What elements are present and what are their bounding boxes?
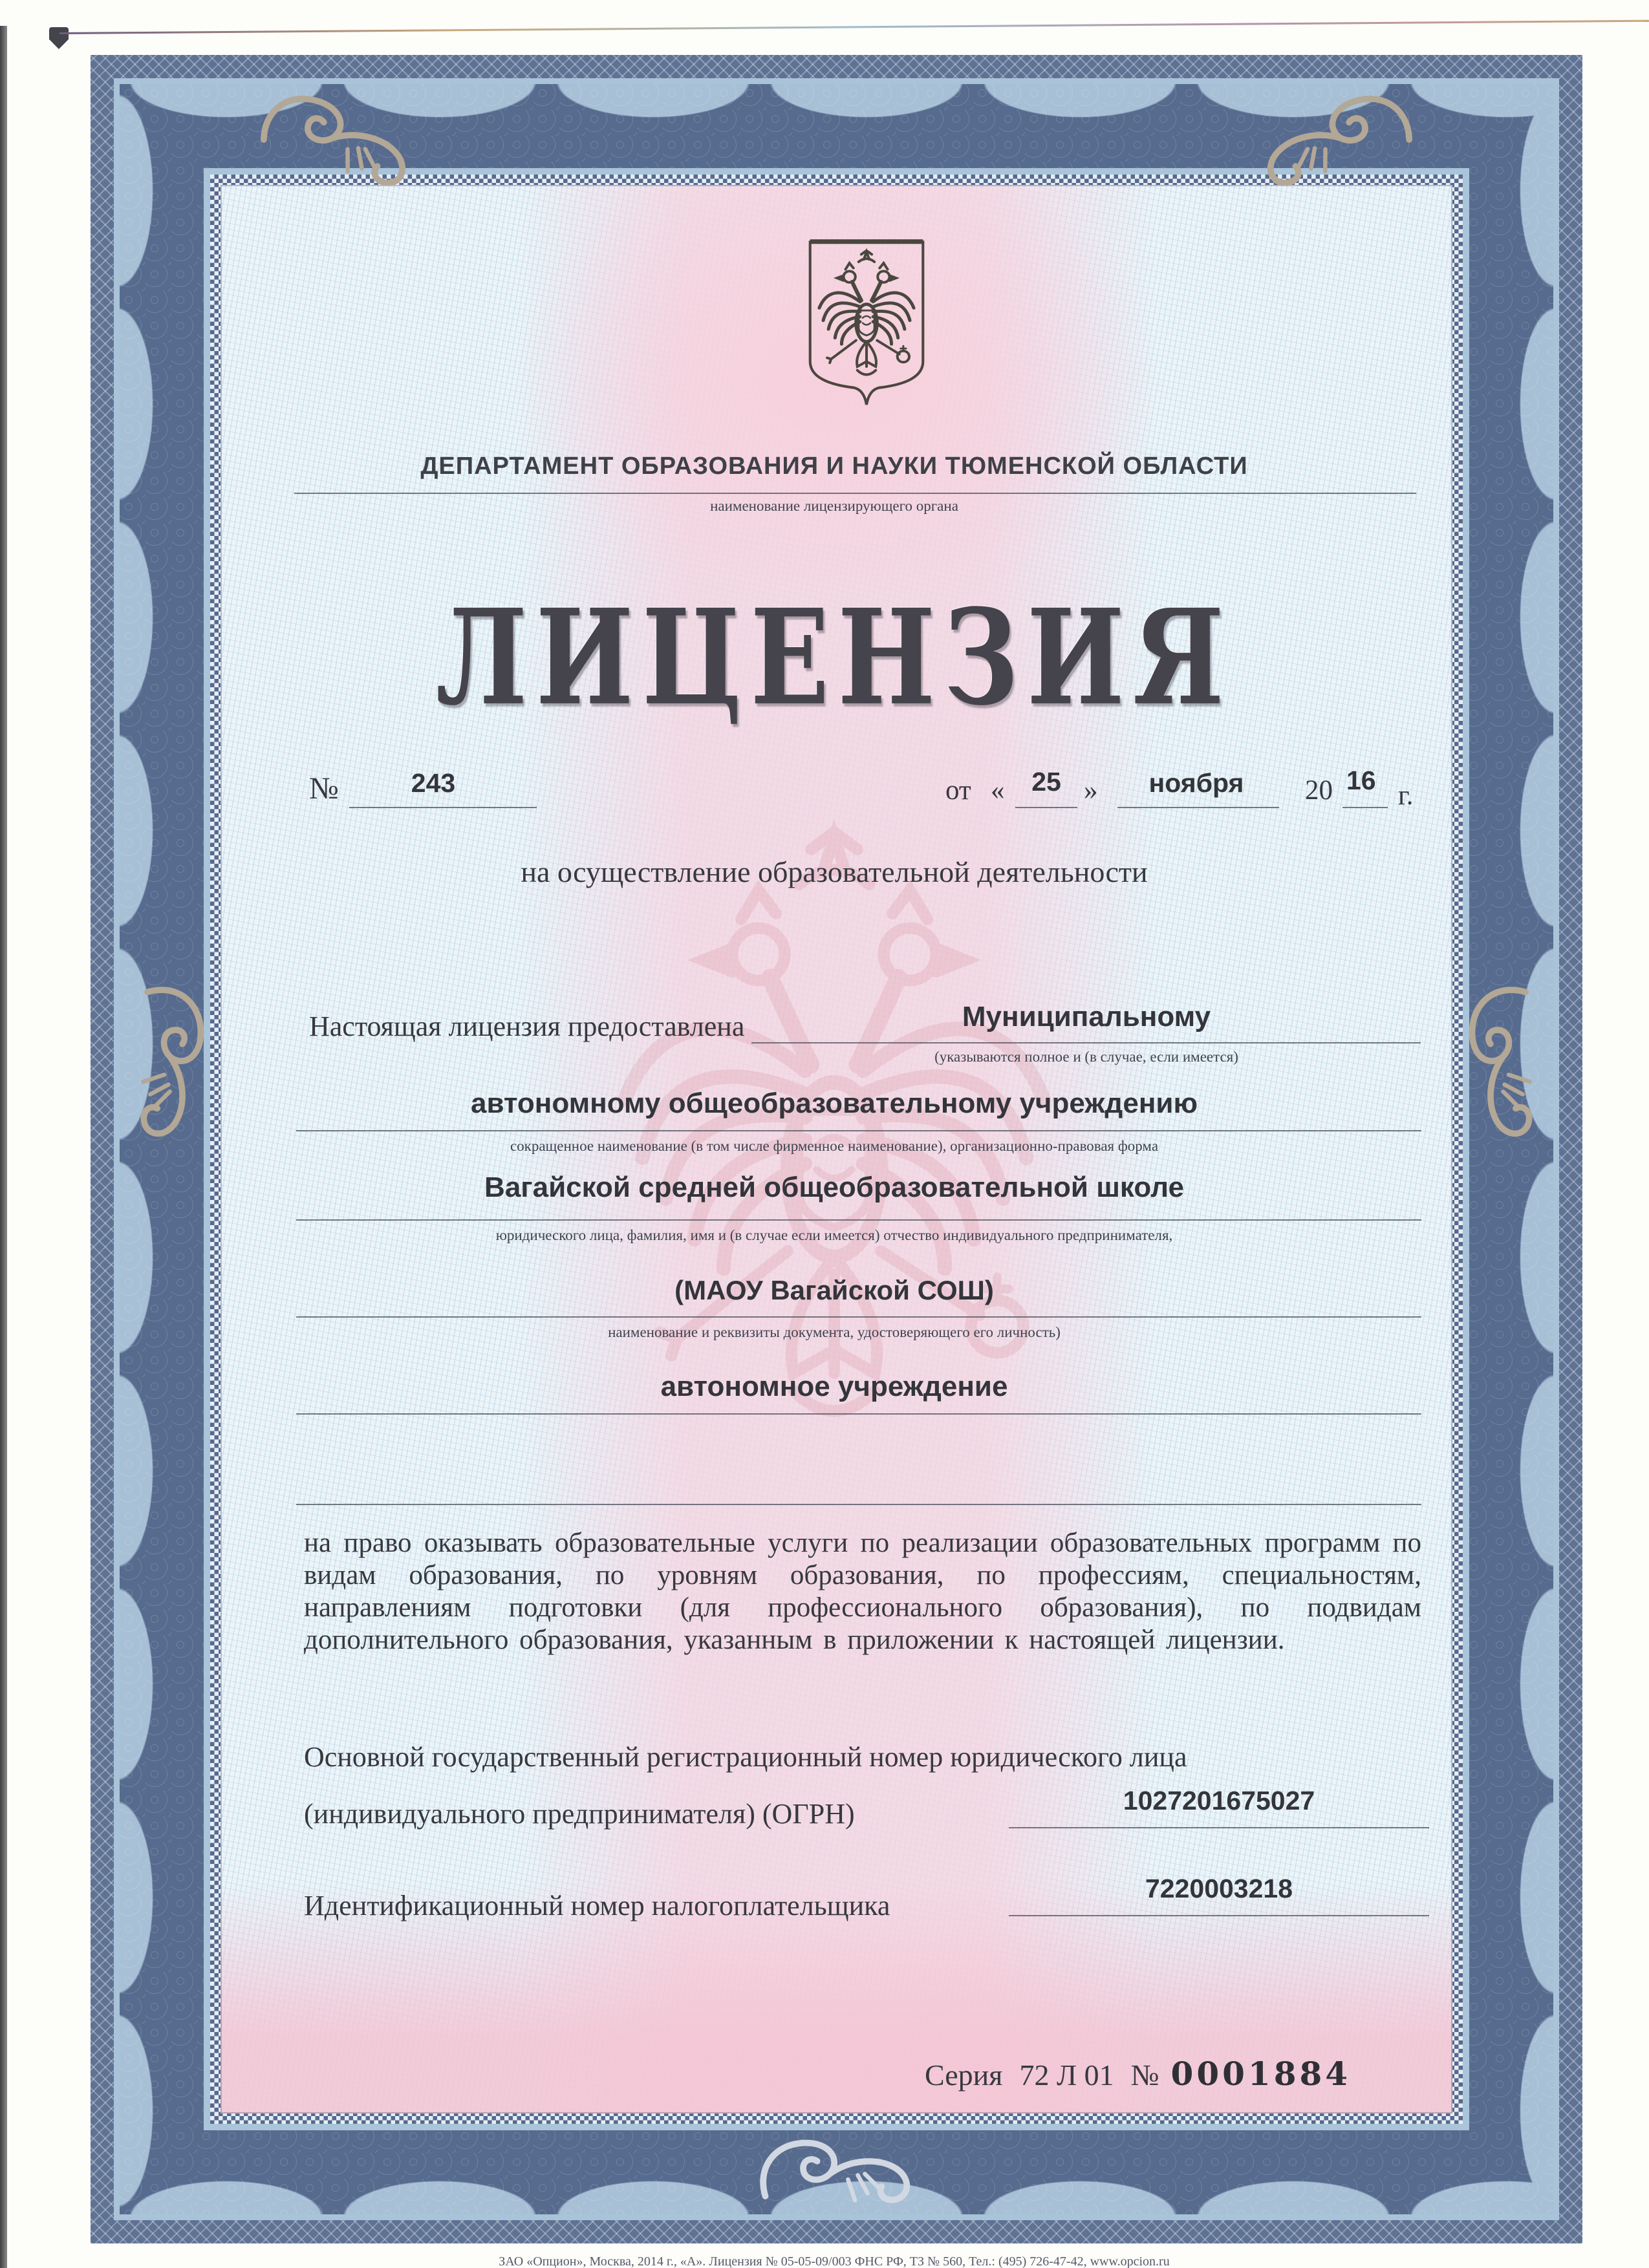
license-number-sign: № bbox=[309, 771, 339, 806]
grantee-line3 bbox=[296, 1219, 1421, 1221]
license-number-line bbox=[349, 807, 537, 808]
date-day-line bbox=[1015, 807, 1077, 808]
grantee-line5 bbox=[296, 1413, 1421, 1415]
russia-coat-of-arms-emblem bbox=[801, 231, 932, 411]
grantee-name-part2: автономному общеобразовательному учреждению bbox=[470, 1087, 1198, 1119]
granted-intro: Настоящая лицензия предоставлена bbox=[309, 1011, 745, 1042]
date-year-line bbox=[1342, 807, 1388, 808]
series-label: Серия bbox=[925, 2059, 1003, 2091]
date-day-value: 25 bbox=[1031, 767, 1061, 797]
grantee-name-part3: Вагайской средней общеобразовательной школе bbox=[484, 1171, 1184, 1203]
ogrn-label-line1: Основной государственный регистрационный номер юридического лица bbox=[304, 1741, 1187, 1773]
date-month-value: ноября bbox=[1148, 768, 1244, 798]
ogrn-value: 1027201675027 bbox=[1123, 1786, 1315, 1815]
rights-paragraph: на право оказывать образовательные услуги по реализации образовательных программ по видам образования, по уровням образования, по профессиям, специальностям, направлениям подготовки (для профессионального образования), по подвидам дополнительного образования, указанным в приложении к настоящей лицензии. bbox=[304, 1528, 1421, 1655]
printer-imprint: ЗАО «Опцион», Москва, 2014 г., «А». Лицензия № 05-05-09/003 ФНС РФ, ТЗ № 560, Тел.: (495) 726-47-42, www.opcion.ru bbox=[499, 2254, 1170, 2268]
grantee-line2 bbox=[296, 1130, 1421, 1131]
inn-label: Идентификационный номер налогоплательщика bbox=[304, 1890, 890, 1921]
date-year-suffix: г. bbox=[1398, 780, 1414, 811]
inn-line bbox=[1009, 1915, 1429, 1916]
ogrn-label-line2: (индивидуального предпринимателя) (ОГРН) bbox=[304, 1798, 855, 1830]
ogrn-line bbox=[1009, 1827, 1429, 1828]
document-title: ЛИЦЕНЗИЯ bbox=[436, 579, 1233, 735]
empty-continuation-line bbox=[296, 1504, 1421, 1505]
date-year-value: 16 bbox=[1346, 765, 1376, 795]
serial-number-sign: № bbox=[1130, 2059, 1159, 2091]
serial-number-value: 0001884 bbox=[1170, 2055, 1352, 2093]
grantee-caption1: (указываются полное и (в случае, если имеется) bbox=[934, 1049, 1238, 1065]
license-subject: на осуществление образовательной деятельности bbox=[521, 855, 1148, 888]
date-from-label: от bbox=[945, 775, 971, 806]
series-serial-row bbox=[925, 2055, 1351, 2093]
grantee-legal-form: автономное учреждение bbox=[660, 1371, 1008, 1402]
grantee-name-part1: Муниципальному bbox=[962, 1001, 1211, 1032]
licensing-authority-name: ДЕПАРТАМЕНТ ОБРАЗОВАНИЯ И НАУКИ ТЮМЕНСКОЙ ОБЛАСТИ bbox=[420, 453, 1248, 480]
authority-underline bbox=[294, 493, 1416, 494]
inn-value: 7220003218 bbox=[1145, 1874, 1293, 1903]
series-value: 72 Л 01 bbox=[1019, 2059, 1114, 2091]
grantee-line4 bbox=[296, 1316, 1421, 1318]
grantee-line1 bbox=[751, 1042, 1421, 1043]
grantee-caption2: сокращенное наименование (в том числе фирменное наименование), организационно-правовая форма bbox=[510, 1138, 1159, 1154]
grantee-short-name: (МАОУ Вагайской СОШ) bbox=[674, 1275, 994, 1305]
license-number-value: 243 bbox=[411, 768, 456, 798]
grantee-caption4: наименование и реквизиты документа, удостоверяющего его личность) bbox=[608, 1324, 1061, 1340]
date-quote-close: » bbox=[1084, 775, 1098, 806]
date-century: 20 bbox=[1305, 775, 1333, 806]
date-month-line bbox=[1117, 807, 1279, 808]
authority-caption: наименование лицензирующего органа bbox=[710, 498, 958, 514]
date-quote-open: « bbox=[991, 775, 1005, 806]
grantee-caption3: юридического лица, фамилия, имя и (в случае если имеется) отчество индивидуального предпринимателя, bbox=[495, 1227, 1173, 1243]
